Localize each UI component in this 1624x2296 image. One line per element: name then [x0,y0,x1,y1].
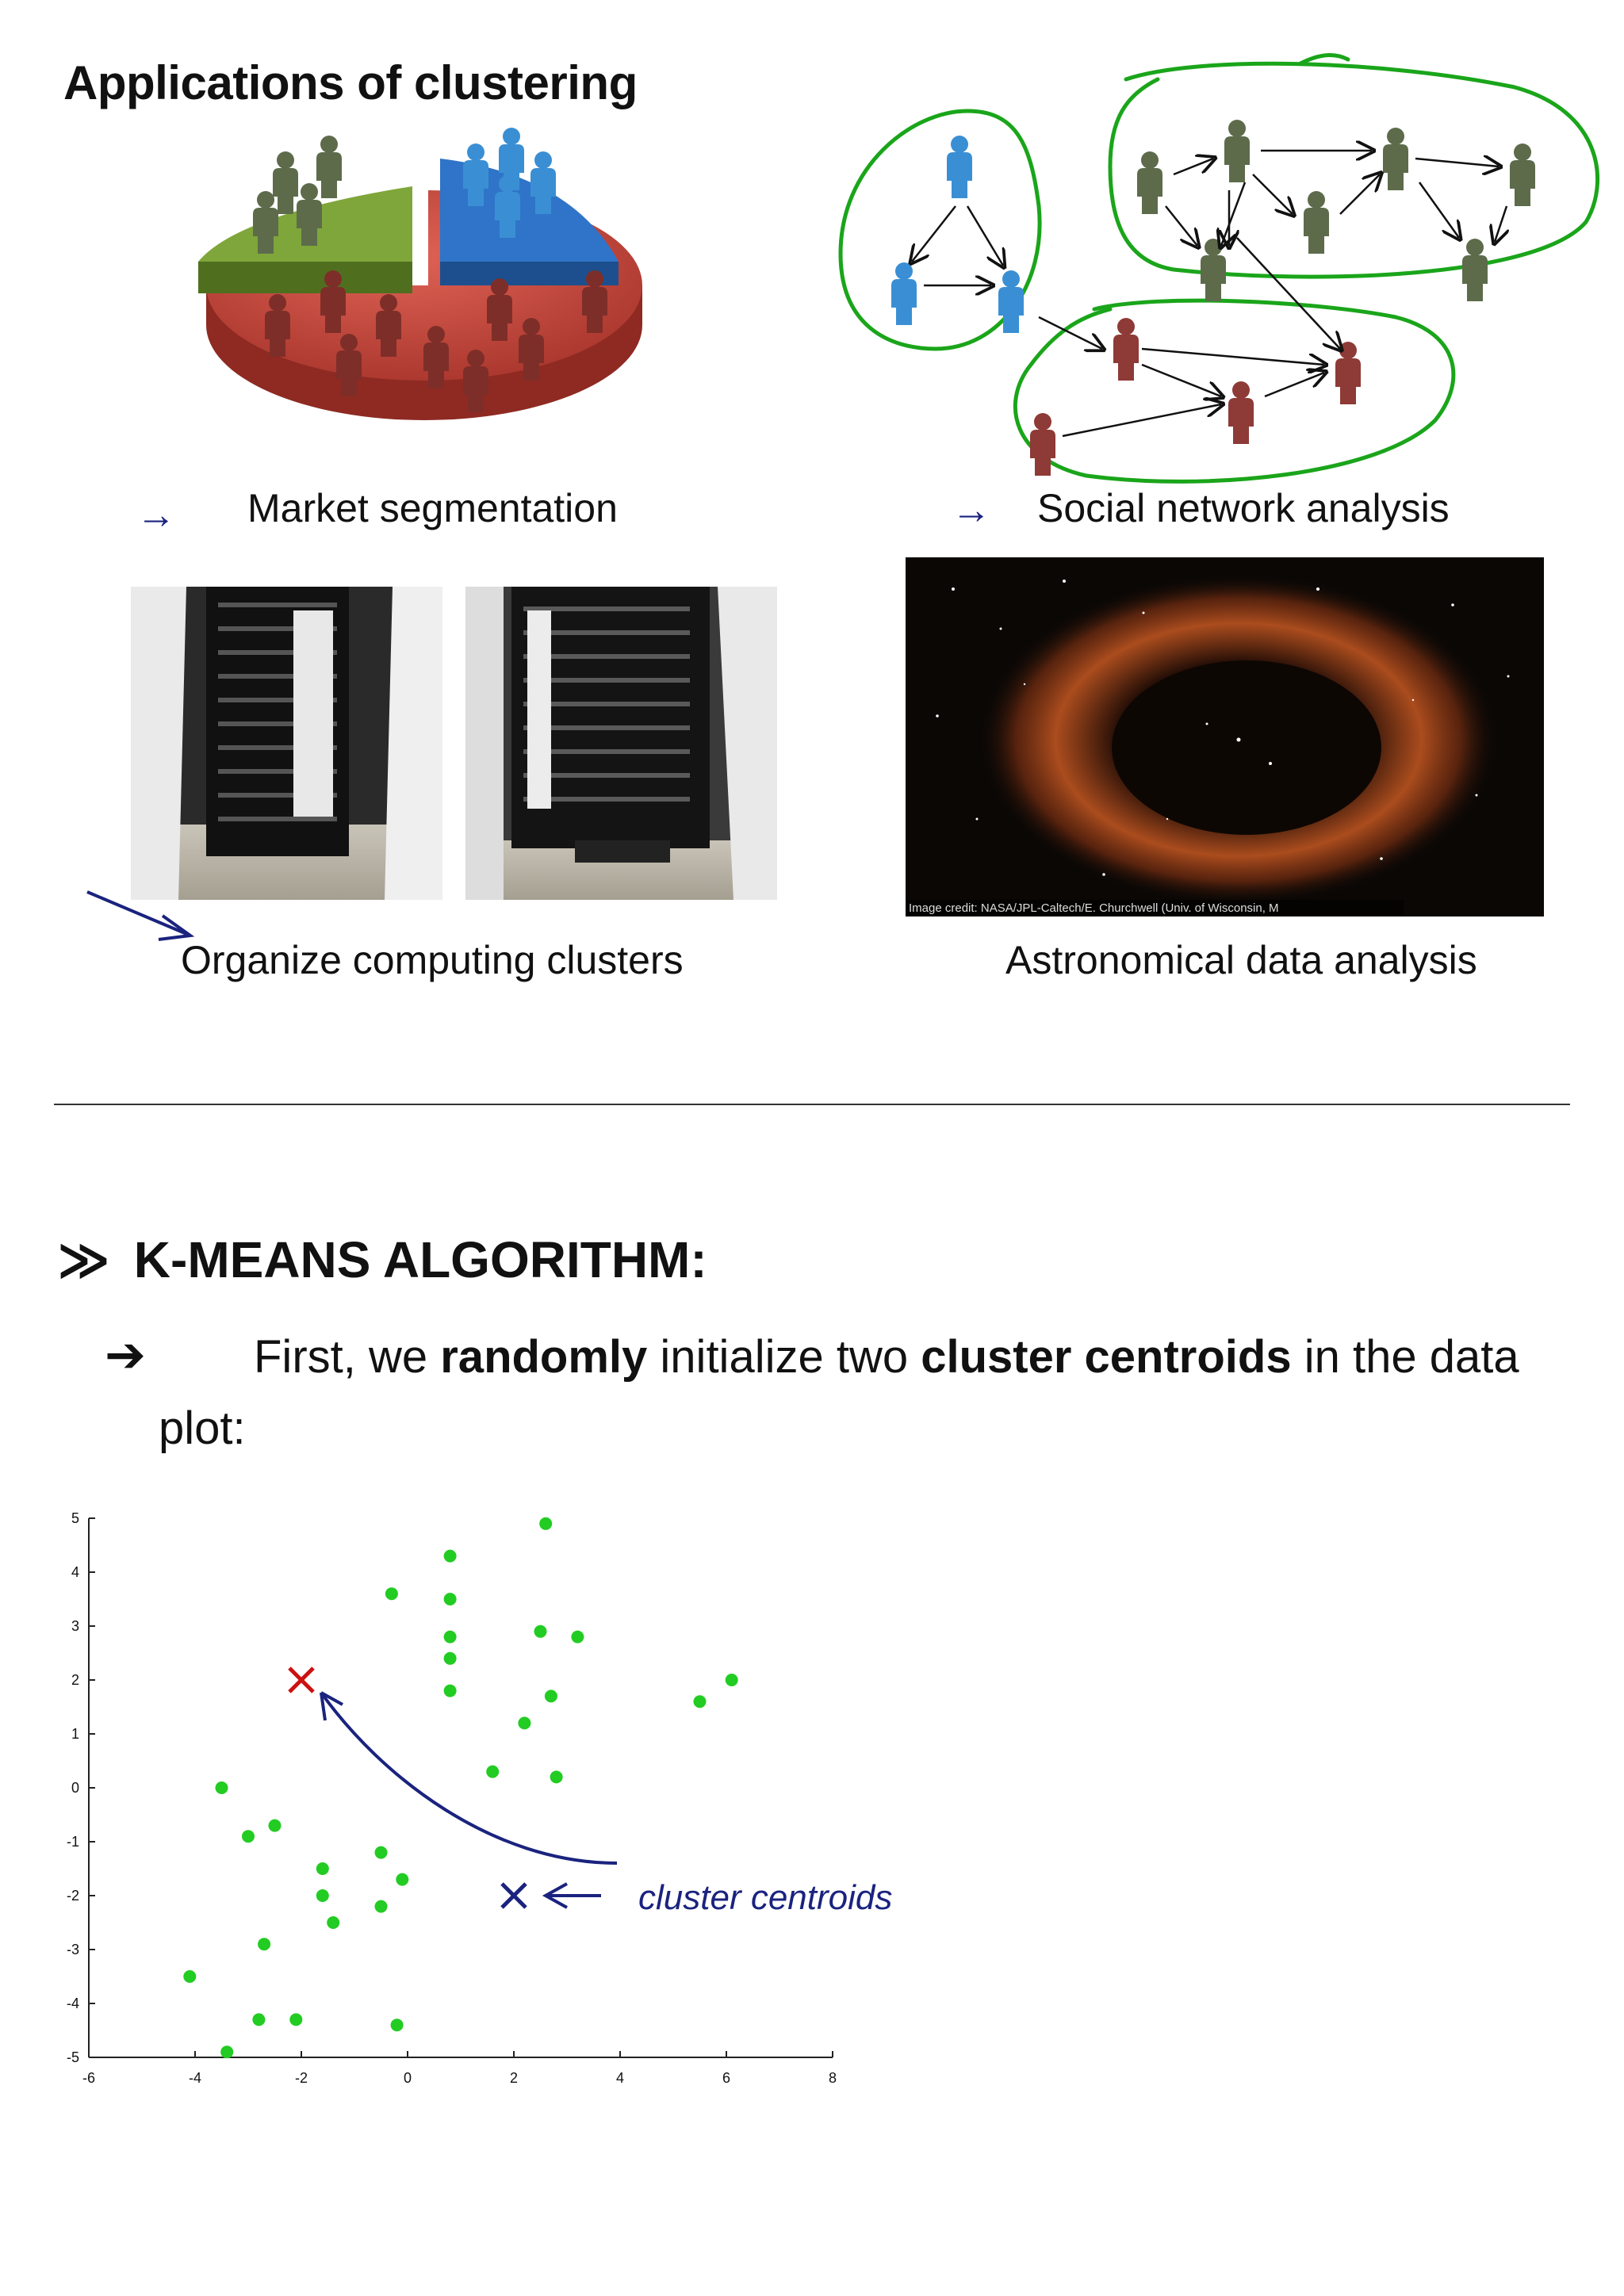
data-point [289,2013,302,2026]
market-segmentation-caption: Market segmentation [247,486,618,530]
data-point [518,1716,530,1729]
astronomical-image [906,557,1544,916]
data-point [534,1625,547,1638]
data-point [539,1517,552,1530]
data-point [550,1770,563,1783]
kmeans-scatter-plot [48,1490,983,2085]
computing-clusters-image [131,587,777,900]
y-tick-label: 5 [71,1510,79,1526]
nebula-figure [906,557,1544,916]
data-point [216,1781,228,1794]
data-point [391,2019,404,2031]
pie-chart-figure [174,127,690,452]
data-point [220,2045,233,2058]
social-network-figure [825,48,1610,499]
x-tick-label: 8 [828,2070,837,2085]
data-point [444,1631,457,1644]
data-point [252,2013,265,2026]
section-title: Applications of clustering [63,56,638,109]
data-point [444,1685,457,1697]
data-point [183,1970,196,1983]
data-point [444,1652,457,1665]
centroid-marker [502,1884,526,1908]
y-tick-label: -4 [66,1996,79,2011]
annotation-label: cluster centroids [638,1878,893,1917]
hand-arrow-icon: → [952,488,991,532]
kmeans-title-text: K-MEANS ALGORITHM: [133,1231,707,1288]
x-axis-ticks [82,2051,837,2085]
x-tick-label: 0 [403,2070,412,2085]
data-point [385,1587,398,1600]
data-point [545,1689,557,1702]
social-network-image [825,48,1610,499]
data-point [694,1695,707,1708]
y-tick-label: -3 [66,1942,79,1957]
data-point [396,1873,408,1886]
computing-clusters-caption: Organize computing clusters [181,938,684,982]
hand-arrow-icon: → [136,492,176,537]
x-tick-label: -6 [82,2070,96,2085]
data-point [571,1631,584,1644]
x-tick-label: 6 [722,2070,731,2085]
data-point [375,1846,388,1859]
plot-axes [89,1518,833,2057]
data-point [327,1916,339,1929]
data-point [269,1820,282,1832]
hand-arrow-icon [546,1884,601,1908]
astronomical-caption: Astronomical data analysis [1005,938,1477,982]
data-point [316,1889,329,1902]
section-divider [54,1104,1570,1105]
data-point [444,1550,457,1563]
data-point [258,1938,270,1950]
y-tick-label: 3 [71,1618,79,1634]
x-tick-label: 2 [509,2070,519,2085]
data-point [316,1862,329,1875]
data-point [726,1674,738,1686]
kmeans-step-text: First, we randomly initialize two cluster centroids in the data plot: [159,1331,1519,1454]
data-point [375,1900,388,1913]
y-tick-label: -2 [66,1888,79,1904]
data-point [486,1766,499,1778]
data-point [242,1830,255,1843]
bullet-arrow-icon: ➔ [105,1328,146,1383]
annotation-curve [321,1693,617,1863]
image-credit: Image credit: NASA/JPL-Caltech/E. Churchwell (Univ. of Wisconsin, M [906,900,1404,916]
y-tick-label: -1 [66,1834,79,1850]
y-tick-label: 1 [71,1726,79,1742]
centroid-marker [289,1668,313,1692]
x-tick-label: -4 [188,2070,202,2085]
y-tick-label: -5 [66,2049,79,2065]
y-tick-label: 0 [71,1780,79,1796]
x-tick-label: -2 [294,2070,308,2085]
kmeans-heading [57,1230,707,1290]
x-tick-label: 4 [615,2070,625,2085]
y-tick-label: 2 [71,1672,79,1688]
data-point [444,1593,457,1605]
data-points [183,1517,737,2058]
double-chevron-icon: ≫ [57,1231,110,1288]
y-axis-ticks [67,1510,95,2065]
market-segmentation-image [174,127,690,452]
y-tick-label: 4 [71,1564,79,1580]
social-network-caption: Social network analysis [1037,486,1450,530]
server-racks-figure [131,587,777,900]
